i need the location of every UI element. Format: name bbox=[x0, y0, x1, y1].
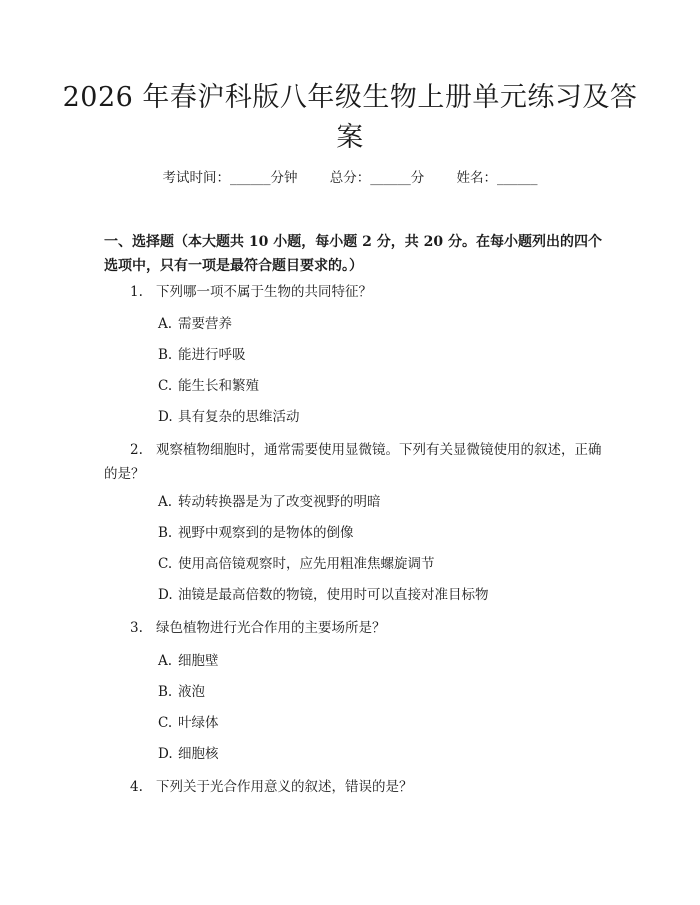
question-3-option-c bbox=[158, 713, 598, 733]
exam-score bbox=[330, 170, 425, 186]
option-letter: B. bbox=[158, 684, 173, 700]
question-text: 下列关于光合作用意义的叙述，错误的是？ bbox=[156, 779, 413, 795]
option-letter: A. bbox=[158, 653, 173, 669]
exam-name bbox=[457, 170, 538, 186]
option-text: 转动转换器是为了改变视野的明暗 bbox=[178, 494, 381, 510]
question-1-option-c bbox=[158, 376, 598, 396]
option-letter: B. bbox=[158, 347, 173, 363]
question-3-option-a bbox=[158, 651, 598, 671]
section-header: 一、选择题（本大题共 10 小题，每小题 2 分，共 20 分。在每小题列出的四个选项中，只有一项是最符合题目要求的。） bbox=[104, 234, 602, 274]
question-1-option-b bbox=[158, 345, 598, 365]
question-1-option-a bbox=[158, 314, 598, 334]
option-letter: D. bbox=[158, 409, 173, 425]
option-letter: A. bbox=[158, 316, 173, 332]
option-letter: B. bbox=[158, 525, 173, 541]
score-unit: 分 bbox=[410, 170, 425, 186]
question-1-option-d bbox=[158, 407, 598, 427]
exam-time bbox=[162, 170, 297, 186]
question-4 bbox=[104, 775, 602, 799]
question-2-option-c bbox=[158, 554, 598, 574]
question-3-option-d bbox=[158, 744, 598, 764]
question-text: 下列哪一项不属于生物的共同特征？ bbox=[156, 284, 372, 300]
score-blank: ______ bbox=[370, 170, 411, 186]
option-text: 油镜是最高倍数的物镜，使用时可以直接对准目标物 bbox=[178, 587, 489, 603]
score-label: 总分： bbox=[329, 170, 371, 186]
option-letter: C. bbox=[158, 556, 173, 572]
question-number: 1. bbox=[130, 284, 143, 300]
option-text: 叶绿体 bbox=[178, 715, 219, 731]
time-label: 考试时间： bbox=[162, 170, 230, 186]
option-letter: D. bbox=[158, 746, 173, 762]
document-title: 2026 年春沪科版八年级生物上册单元练习及答案 bbox=[62, 82, 638, 153]
question-3 bbox=[104, 616, 602, 640]
option-text: 具有复杂的思维活动 bbox=[178, 409, 300, 425]
option-text: 液泡 bbox=[178, 684, 205, 700]
exam-meta bbox=[0, 168, 700, 188]
option-letter: C. bbox=[158, 378, 173, 394]
option-letter: D. bbox=[158, 587, 173, 603]
name-blank: ______ bbox=[497, 170, 538, 186]
option-text: 需要营养 bbox=[178, 316, 232, 332]
question-text: 绿色植物进行光合作用的主要场所是？ bbox=[156, 620, 386, 636]
option-text: 细胞壁 bbox=[178, 653, 219, 669]
option-letter: C. bbox=[158, 715, 173, 731]
time-blank: ______ bbox=[229, 170, 271, 186]
question-2 bbox=[104, 438, 602, 486]
option-text: 使用高倍镜观察时，应先用粗准焦螺旋调节 bbox=[178, 556, 435, 572]
option-text: 视野中观察到的是物体的倒像 bbox=[178, 525, 354, 541]
question-2-option-d bbox=[158, 585, 598, 605]
option-text: 能进行呼吸 bbox=[178, 347, 246, 363]
question-number: 3. bbox=[130, 620, 143, 636]
option-text: 能生长和繁殖 bbox=[178, 378, 259, 394]
option-text: 细胞核 bbox=[178, 746, 219, 762]
question-text: 观察植物细胞时，通常需要使用显微镜。下列有关显微镜使用的叙述，正确的是？ bbox=[104, 442, 602, 482]
question-2-option-a bbox=[158, 492, 598, 512]
option-letter: A. bbox=[158, 494, 173, 510]
question-1 bbox=[104, 280, 602, 304]
question-number: 2. bbox=[130, 442, 143, 458]
question-3-option-b bbox=[158, 682, 598, 702]
time-unit: 分钟 bbox=[270, 170, 298, 186]
question-2-option-b bbox=[158, 523, 598, 543]
name-label: 姓名： bbox=[456, 170, 498, 186]
question-number: 4. bbox=[130, 779, 143, 795]
